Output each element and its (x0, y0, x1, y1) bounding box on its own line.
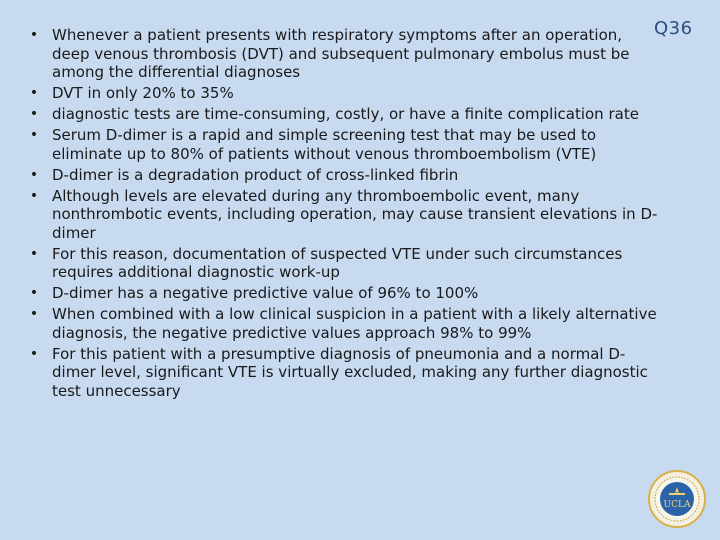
list-item (24, 345, 664, 401)
bullet-text: D-dimer is a degradation product of cross-linked fibrin (52, 165, 459, 184)
question-tag: Q36 (654, 18, 693, 39)
list-item (24, 305, 664, 342)
bullet-text: When combined with a low clinical suspicion in a patient with a likely alternative diagnosis, the negative predictive values approach 98% to 99% (52, 305, 657, 342)
list-item (24, 284, 664, 303)
bullet-text: DVT in only 20% to 35% (52, 84, 234, 102)
bullet-text: For this patient with a presumptive diagnosis of pneumonia and a normal D-dimer level, significant VTE is virtually excluded, making any further diagnostic test unnecessary (52, 344, 648, 400)
list-item (24, 105, 664, 124)
bullet-icon: • (29, 127, 39, 143)
bullet-icon: • (29, 166, 39, 183)
bullet-icon: • (29, 306, 39, 322)
bullet-icon: • (29, 285, 39, 301)
bullet-list (24, 26, 664, 403)
bullet-text: D-dimer has a negative predictive value of 96% to 100% (52, 284, 479, 302)
logo-text: UCLA (663, 500, 691, 510)
bullet-icon: • (29, 345, 39, 362)
bullet-icon: • (29, 187, 39, 204)
bullet-text: Serum D-dimer is a rapid and simple screening test that may be used to eliminate up to 80% of patients without venous thromboembolism (VTE) (52, 126, 597, 163)
bullet-text: Whenever a patient presents with respiratory symptoms after an operation, deep venous thrombosis (DVT) and subsequent pulmonary embolus must be among the differential diagnoses (52, 26, 630, 81)
bullet-icon: • (29, 106, 39, 122)
bullet-text: diagnostic tests are time-consuming, costly, or have a finite complication rate (52, 105, 639, 123)
list-item (24, 126, 664, 163)
bullet-text: Although levels are elevated during any thromboembolic event, many nonthrombotic events, including operation, may cause transient elevations in D-dimer (52, 186, 658, 242)
list-item (24, 26, 664, 82)
bullet-text: For this reason, documentation of suspected VTE under such circumstances requires additional diagnostic work-up (52, 244, 623, 281)
bullet-icon: • (29, 245, 39, 262)
ucla-seal-icon (648, 470, 706, 528)
list-item (24, 166, 664, 185)
list-item (24, 84, 664, 103)
bullet-icon: • (29, 27, 39, 43)
list-item (24, 187, 664, 243)
bullet-icon: • (29, 85, 39, 101)
list-item (24, 245, 664, 282)
